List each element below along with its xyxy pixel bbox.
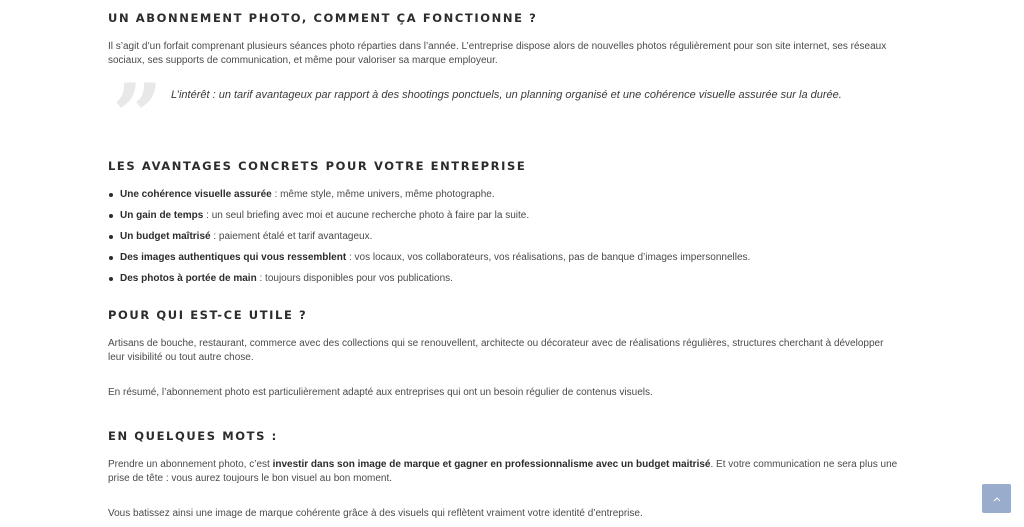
list-item-text: : même style, même univers, même photographe.	[271, 189, 495, 200]
section-title-en-quelques-mots: EN QUELQUES MOTS :	[108, 429, 278, 443]
scroll-to-top-button[interactable]	[982, 484, 1011, 513]
conclusion-text-start: Prendre un abonnement photo, c’est	[108, 459, 273, 470]
audience-paragraph: Artisans de bouche, restaurant, commerce avec des collections qui se renouvellent, architecte ou décorateur avec de réalisations régulières, structures cherchant à développer leur visibilité ou tout autre chose.	[108, 338, 884, 363]
list-item-text: : un seul briefing avec moi et aucune recherche photo à faire par la suite.	[203, 210, 530, 221]
section-title-pour-qui: POUR QUI EST-CE UTILE ?	[108, 308, 308, 322]
list-item-bold: Une cohérence visuelle assurée	[120, 189, 272, 200]
blockquote-text: L’intérêt : un tarif avantageux par rapport à des shootings ponctuels, un planning organisé et une cohérence visuelle assurée sur la durée.	[171, 89, 842, 101]
list-item-bold: Un gain de temps	[120, 210, 204, 221]
list-item-text: : vos locaux, vos collaborateurs, vos réalisations, pas de banque d’images impersonnelles.	[346, 252, 751, 263]
summary-paragraph: En résumé, l’abonnement photo est particulièrement adapté aux entreprises qui ont un besoin régulier de contenus visuels.	[108, 387, 653, 398]
section-title-avantages: LES AVANTAGES CONCRETS POUR VOTRE ENTREPRISE	[108, 159, 527, 173]
quote-mark-icon: ”	[112, 64, 163, 168]
conclusion-text-end: . Et votre communication ne sera plus une prise de tête : vous aurez toujours le bon visuel au bon moment.	[108, 459, 898, 484]
list-item	[120, 272, 750, 293]
list-item	[120, 209, 750, 230]
list-item-bold: Des photos à portée de main	[120, 273, 257, 284]
intro-paragraph: Il s’agit d’un forfait comprenant plusieurs séances photo réparties dans l’année. L’entreprise dispose alors de nouvelles photos régulièrement pour son site internet, ses réseaux sociaux, ses supports de communication, et même pour valoriser sa marque employeur.	[108, 41, 887, 66]
advantages-list	[108, 188, 750, 293]
conclusion-paragraph	[108, 458, 908, 486]
list-item	[120, 251, 750, 272]
list-item-bold: Un budget maîtrisé	[120, 231, 211, 242]
conclusion-text-bold: investir dans son image de marque et gagner en professionnalisme avec un budget maitrisé	[272, 459, 711, 470]
list-item-text: : toujours disponibles pour vos publications.	[256, 273, 453, 284]
closing-paragraph: Vous batissez ainsi une image de marque cohérente grâce à des visuels qui reflètent vraiment votre identité d’entreprise.	[108, 508, 643, 519]
list-item-bold: Des images authentiques qui vous ressemblent	[120, 252, 347, 263]
list-item	[120, 188, 750, 209]
chevron-up-icon	[993, 496, 1001, 502]
list-item-text: : paiement étalé et tarif avantageux.	[210, 231, 373, 242]
section-title-fonctionnement: UN ABONNEMENT PHOTO, COMMENT ÇA FONCTIONNE ?	[108, 11, 538, 25]
list-item	[120, 230, 750, 251]
